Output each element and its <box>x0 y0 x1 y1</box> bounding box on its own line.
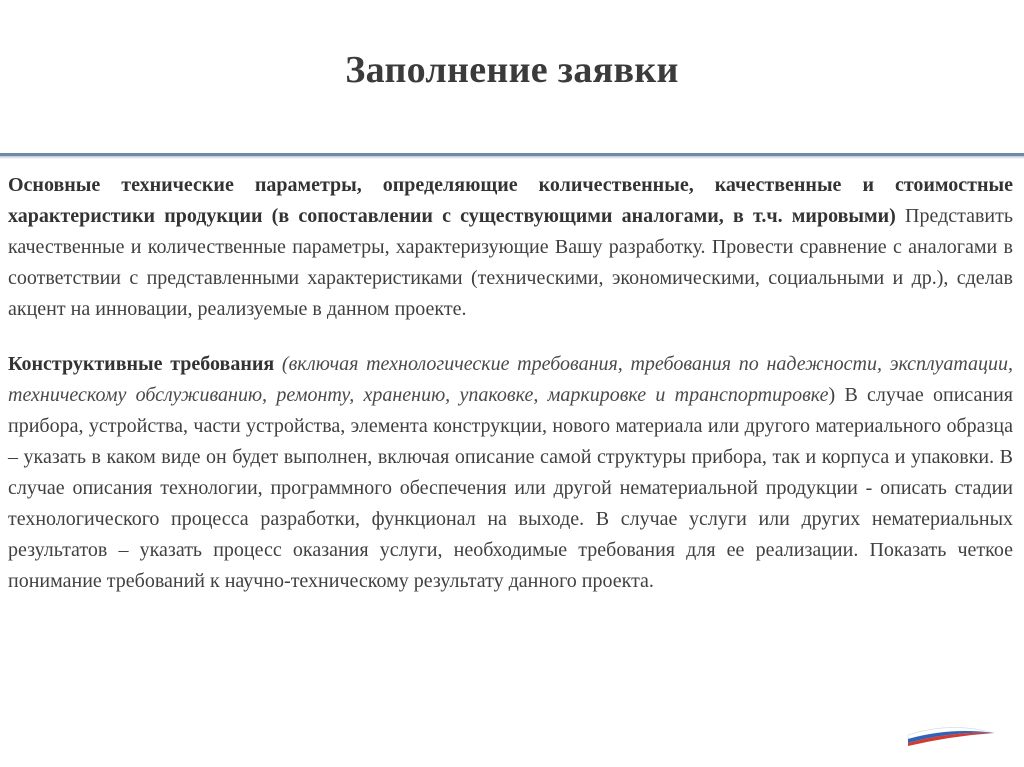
paragraph-1-text: Представить качественные и количественные параметры, характеризующие Вашу разработку. Провести сравнение с аналогами в соответствии с представленными характеристиками (техническими, экономическими, социальными и др.), сделав акцент на инновации, реализуемые в данном проекте. <box>8 205 1013 320</box>
slide-title: Заполнение заявки <box>345 49 679 91</box>
paragraph-2-italic-note: (включая технологические требования, требования по надежности, эксплуатации, техническому обслуживанию, ремонту, хранению, упаковке, маркировке и транспортировке <box>8 353 1014 406</box>
slide-body <box>8 170 1013 621</box>
slide-header <box>0 0 1024 156</box>
paragraph-2-heading: Конструктивные требования <box>8 353 275 375</box>
paragraph-design-requirements <box>8 349 1013 597</box>
header-divider-shadow <box>0 156 1024 159</box>
paragraph-technical-parameters <box>8 170 1013 325</box>
paragraph-2-text: ) В случае описания прибора, устройства, части устройства, элемента конструкции, нового материала или другого материального образца – указать в каком виде он будет выполнен, включая описание самой структуры прибора, так и корпуса и упаковки. В случае описания технологии, программного обеспечения или другой нематериальной продукции - описать стадии технологического процесса разработки, функционал на выходе. В случае услуги или других нематериальных результатов – указать процесс оказания услуги, необходимые требования для ее реализации. Показать четкое понимание требований к научно-техническому результату данного проекта. <box>8 384 1014 592</box>
paragraph-1-heading: Основные технические параметры, определяющие количественные, качественные и стоимостные характеристики продукции (в сопоставлении с существующими аналогами, в т.ч. мировыми) <box>8 174 1013 227</box>
tricolor-swoosh-icon <box>906 717 996 747</box>
